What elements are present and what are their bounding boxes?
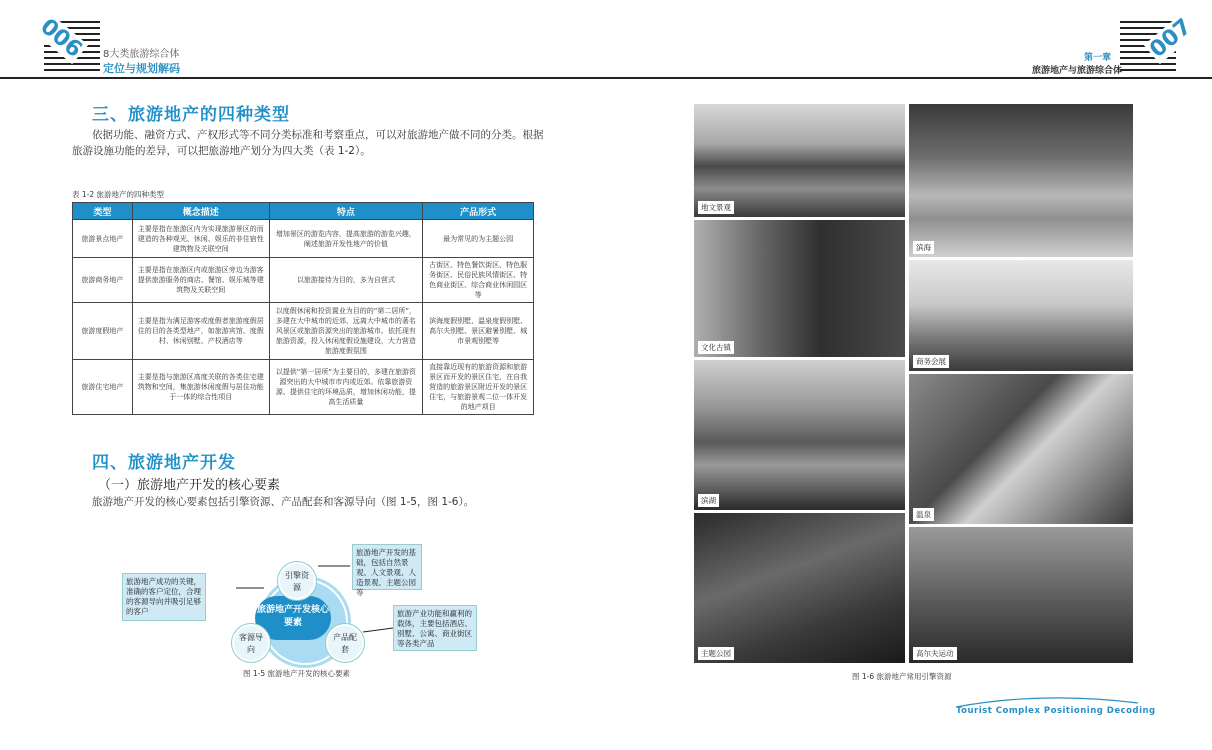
table-row [73, 220, 534, 258]
table-cell-feature: 以提供“第一居所”为主要目的，多建在旅游资源突出的大中城市市内或近郊。依靠旅游资源、提供住宅的环境品质，增加休闲功能，提高生活质量 [269, 360, 423, 415]
table-cell-type: 旅游景点地产 [73, 220, 133, 258]
table-header-type: 类型 [73, 203, 133, 220]
photo-label: 主题公园 [698, 647, 734, 660]
section4-heading: 四、旅游地产开发 [92, 453, 236, 473]
table-cell-product: 古街区、特色餐饮街区、特色服务街区、民俗民族风情街区、特色商业街区、综合商业休闲园区等 [423, 258, 534, 303]
footer-brand-text: Tourist Complex Positioning Decoding [956, 706, 1156, 716]
right-page-number: 007 [1145, 14, 1197, 63]
table-cell-desc: 主要是指为满足游客或度假者旅游度假居住的目的各类型地产，如旅游宾馆、度假村、休闲别墅、产权酒店等 [132, 303, 269, 360]
table-cell-type: 旅游住宅地产 [73, 360, 133, 415]
table-cell-feature: 以旅游接待为目的，多为自营式 [269, 258, 423, 303]
types-table [72, 202, 534, 415]
photo-ancient-town [694, 220, 905, 357]
table-row [73, 303, 534, 360]
table-cell-product: 直接靠近现有的旅游资源和旅游景区而开发的景区住宅，在自我营造的旅游景区附近开发的景区住宅，与旅游景观二位一体开发的地产项目 [423, 360, 534, 415]
photo-convention [909, 260, 1133, 371]
photo-lakeside [694, 360, 905, 510]
book-title-blue: 定位与规划解码 [103, 62, 180, 75]
photo-seaside [909, 104, 1133, 257]
diagram-note-right [393, 605, 477, 651]
photo-theme-park [694, 513, 905, 663]
photo-label: 滨湖 [698, 494, 719, 507]
table-cell-product: 最为常见的为主题公园 [423, 220, 534, 258]
photo-label: 滨海 [913, 241, 934, 254]
table-cell-desc: 主要是指在旅游区内或旅游区旁边为游客提供旅游服务的商店、餐馆、娱乐城等建筑物及关联空间 [132, 258, 269, 303]
photo-label: 文化古镇 [698, 341, 734, 354]
photo-label: 温泉 [913, 508, 934, 521]
table-cell-feature: 增加景区的游览内容，提高旅游的游览兴趣，阐述旅游开发性地产的价值 [269, 220, 423, 258]
diagram-caption: 图 1-5 旅游地产开发的核心要素 [243, 669, 351, 678]
diagram-node-engine: 引擎资源 [278, 562, 316, 600]
table-cell-type: 旅游商务地产 [73, 258, 133, 303]
table-cell-desc: 主要是指与旅游区高度关联的各类住宅建筑物和空间，集旅游休闲度假与居住功能于一体的综合性项目 [132, 360, 269, 415]
table-cell-desc: 主要是指在旅游区内为实现旅游景区的而建造的各种观光、休闲、娱乐的非住宿性建筑物及关联空间 [132, 220, 269, 258]
table-row [73, 258, 534, 303]
photo-label: 地文景观 [698, 201, 734, 214]
table-header-product: 产品形式 [423, 203, 534, 220]
note-right-text: 旅游产业功能和赢利的载体，主要包括酒店、别墅、公寓、商业街区等各类产品 [397, 609, 472, 648]
note-left-text: 旅游地产成功的关键，准确的客户定位，合理的客源导向并吸引足够的客户 [126, 577, 201, 616]
diagram-note-left [122, 573, 206, 621]
diagram-node-product: 产品配套 [326, 624, 364, 662]
photo-label: 商务会展 [913, 355, 949, 368]
section3-para-line2: 旅游设施功能的差异，可以把旅游地产划分为四大类（表 1-2）。 [72, 145, 371, 157]
note-top-text: 旅游地产开发的基础，包括自然景观、人文景观、人造景观、主题公园等 [356, 548, 416, 597]
table-cell-type: 旅游度假地产 [73, 303, 133, 360]
photo-label: 高尔夫运动 [913, 647, 957, 660]
section4-para: 旅游地产开发的核心要素包括引擎资源、产品配套和客源导向（图 1-5，图 1-6）。 [92, 496, 475, 508]
section3-para-line1: 依据功能、融资方式、产权形式等不同分类标准和考察重点，可以对旅游地产做不同的分类。根据 [92, 129, 544, 141]
left-page-number: 006 [35, 14, 87, 63]
header-rule [0, 77, 1212, 79]
diagram-center: 旅游地产开发核心要素 [255, 596, 331, 640]
photo-hotspring [909, 374, 1133, 524]
diagram-note-top [352, 544, 422, 597]
table-header-desc: 概念描述 [132, 203, 269, 220]
book-title-small: 8大类旅游综合体 [103, 49, 180, 60]
table-cell-product: 滨海度假别墅、温泉度假别墅、高尔夫别墅、景区避暑别墅、城市景观别墅等 [423, 303, 534, 360]
photo-landform [694, 104, 905, 217]
table-header-feature: 特点 [269, 203, 423, 220]
photo-golf [909, 527, 1133, 663]
chapter-title: 旅游地产与旅游综合体 [1032, 66, 1123, 76]
table-caption: 表 1-2 旅游地产的四种类型 [72, 190, 165, 199]
diagram-node-source: 客源导向 [232, 624, 270, 662]
chapter-label: 第一章 [1084, 53, 1112, 63]
table-row [73, 360, 534, 415]
photos-caption: 图 1-6 旅游地产常用引擎资源 [852, 672, 952, 681]
section3-heading: 三、旅游地产的四种类型 [92, 105, 290, 125]
table-cell-feature: 以度假休闲和投资置业为目的的“第二居所”，多建在大中城市的近郊、远离大中城市的著名风景区或旅游资源突出的旅游城市。依托现有旅游资源，投入休闲度假设施建设，大力营造旅游度假氛围 [269, 303, 423, 360]
section4-subheading: （一）旅游地产开发的核心要素 [98, 478, 281, 493]
